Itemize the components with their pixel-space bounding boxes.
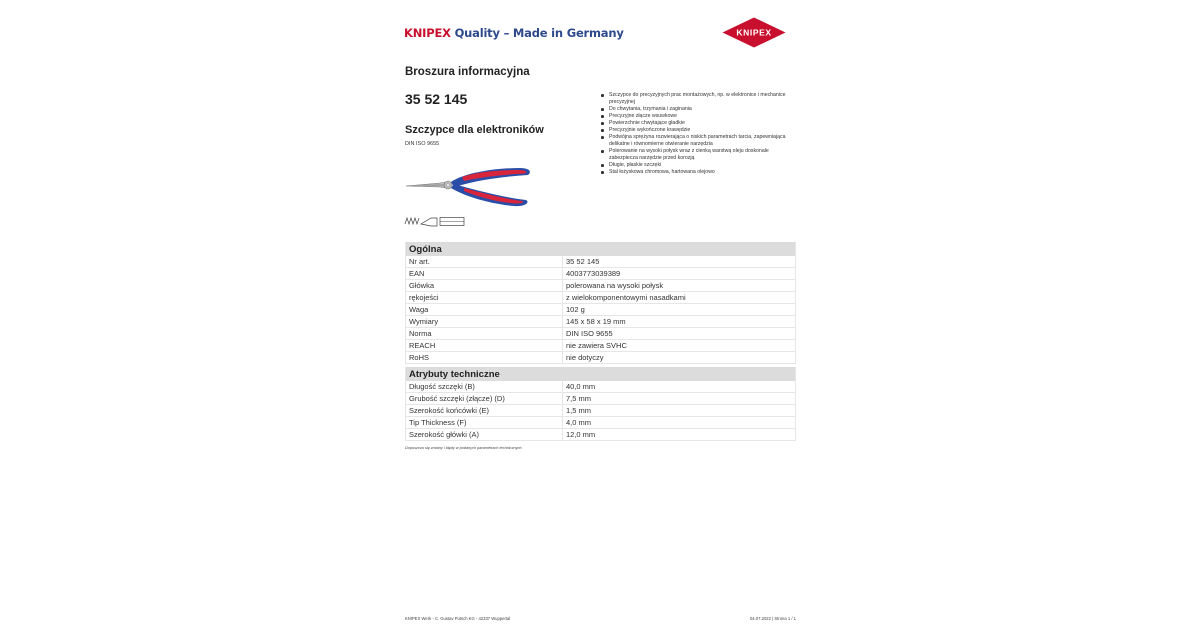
spec-value: 145 x 58 x 19 mm [563,316,796,328]
jaw-symbols-icon [404,215,466,227]
disclaimer: Dopuszcza się zmiany i błędy w podanych parametrach technicznych. [405,446,523,450]
spec-row [406,256,796,268]
feature-item: Stal łożyskowa chromowa, hartowana olejowo [600,169,796,176]
spec-value: DIN ISO 9655 [563,328,796,340]
spec-value: nie zawiera SVHC [563,340,796,352]
spec-value: 4,0 mm [563,417,796,429]
spec-value: 102 g [563,304,796,316]
spec-row [406,381,796,393]
article-number: 35 52 145 [405,91,468,107]
feature-item: Szczypce do precyzyjnych prac montażowych, np. w elektronice i mechanice precyzyjnej [600,92,796,106]
spec-key: Waga [406,304,563,316]
spec-row [406,304,796,316]
footer-company: KNIPEX Werk - C. Gustav Putsch KG - 42337 Wuppertal [405,616,511,621]
tagline-text: Quality – Made in Germany [454,26,624,40]
spec-value: 40,0 mm [563,381,796,393]
document-type: Broszura informacyjna [405,66,530,78]
feature-item: Do chwytania, trzymania i zaginania [600,106,796,113]
spec-row [406,328,796,340]
feature-item: Precyzyjnie wykończone krawędzie [600,127,796,134]
spec-value: 12,0 mm [563,429,796,441]
tagline-brand: KNIPEX [404,26,451,40]
spec-value: nie dotyczy [563,352,796,364]
spec-key: Grubość szczęki (złącze) (D) [406,393,563,405]
pliers-image [404,160,536,212]
spec-row [406,429,796,441]
spec-key: REACH [406,340,563,352]
section-title-general: Ogólna [406,242,796,256]
feature-item: Powierzchnie chwytające gładkie [600,120,796,127]
footer-date-page: 04.07.2022 | Strona 1 / 1 [749,616,796,621]
spec-value: z wielokomponentowymi nasadkami [563,292,796,304]
feature-item: Długie, płaskie szczęki [600,162,796,169]
feature-item: Polerowanie na wysoki połysk wraz z cienką warstwą oleju doskonale zabezpiecza narzędzie przed korozją [600,148,796,162]
technical-spec-table [405,367,796,441]
spec-row [406,340,796,352]
general-spec-table [405,242,796,364]
spec-row [406,405,796,417]
spec-key: Szerokość końcówki (E) [406,405,563,417]
spec-row [406,268,796,280]
spec-row [406,280,796,292]
spec-key: RoHS [406,352,563,364]
brochure-page [404,0,796,630]
spec-key: EAN [406,268,563,280]
spec-value: 1,5 mm [563,405,796,417]
knipex-logo [722,17,786,48]
spec-row [406,393,796,405]
feature-list [600,92,796,176]
spec-key: Wymiary [406,316,563,328]
spec-key: Tip Thickness (F) [406,417,563,429]
spec-key: Szerokość główki (A) [406,429,563,441]
spec-key: rękojeści [406,292,563,304]
spec-row [406,316,796,328]
spec-value: 4003773039389 [563,268,796,280]
spec-key: Główka [406,280,563,292]
norm-label: DIN ISO 9655 [405,141,440,147]
feature-item: Podwójna sprężyna rozwierająca o niskich parametrach tarcia, zapewniająca delikatne i równomierne otwieranie narzędzia [600,134,796,148]
spec-row [406,292,796,304]
spec-key: Nr art. [406,256,563,268]
spec-row [406,352,796,364]
spec-value: 7,5 mm [563,393,796,405]
feature-item: Precyzyjne złącze wsuwkowe [600,113,796,120]
spec-value: polerowana na wysoki połysk [563,280,796,292]
spec-row [406,417,796,429]
section-title-technical: Atrybuty techniczne [406,367,796,381]
spec-key: Norma [406,328,563,340]
svg-text:KNIPEX: KNIPEX [736,27,772,38]
spec-value: 35 52 145 [563,256,796,268]
header-tagline [404,26,624,40]
product-name: Szczypce dla elektroników [405,124,544,136]
spec-key: Długość szczęki (B) [406,381,563,393]
